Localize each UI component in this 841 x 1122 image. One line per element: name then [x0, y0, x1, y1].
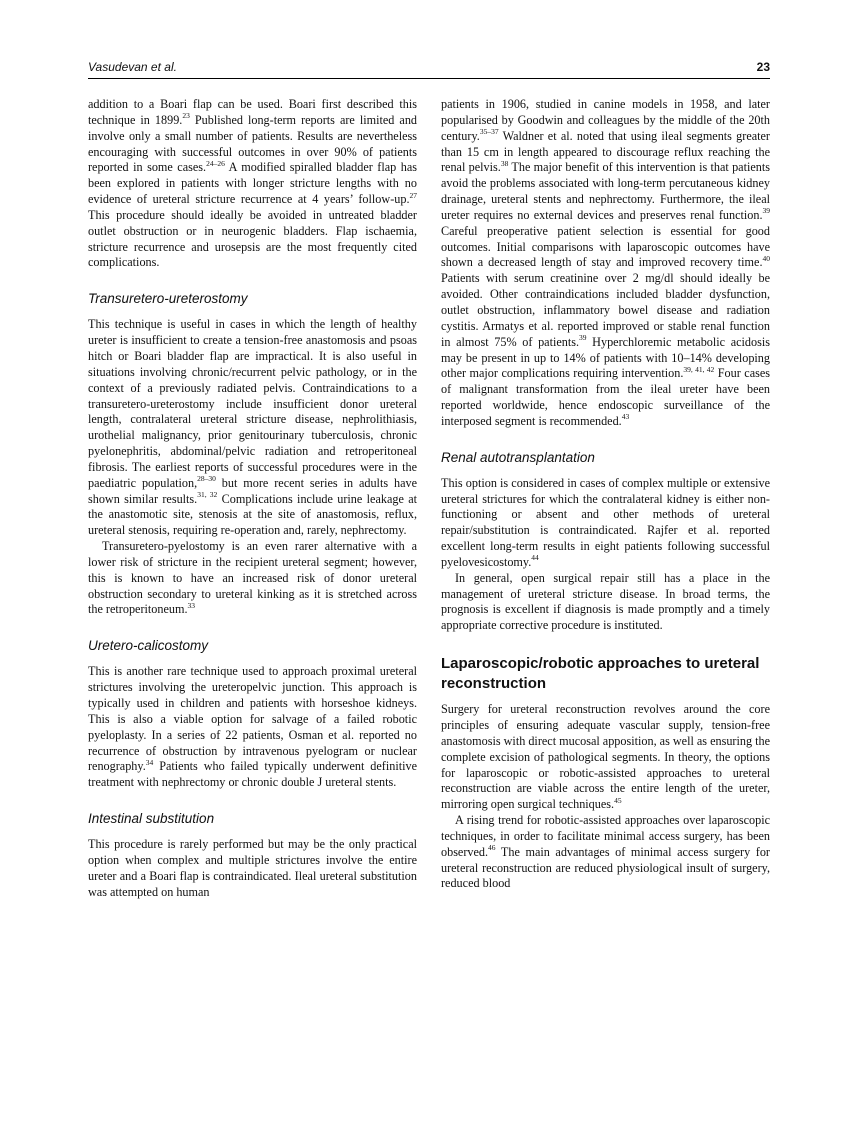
- paragraph-ureteral-reconstruction-principles: Surgery for ureteral reconstruction revolves around the core principles of ensuring adequate vascular supply, tension-free anastomosis with direct mucosal apposition, as well as ensuring the complete excision of pathological segments. In theory, the options for laparoscopic or robotic-assisted approaches to ureteral reconstruction are viable across the entire length of the ureter, mirroring open surgical techniques.$^{45}$: [441, 702, 771, 812]
- heading-laparoscopic-robotic: Laparoscopic/robotic approaches to ureteral reconstruction: [441, 655, 760, 693]
- citation: 39: [762, 206, 770, 216]
- citation: 23: [182, 111, 190, 121]
- citation: 39: [579, 333, 587, 343]
- citation: 40: [762, 253, 770, 263]
- citation: 45: [614, 795, 622, 805]
- citation: 35–37: [479, 127, 499, 137]
- left-column: [88, 97, 417, 900]
- heading-transuretero-ureterostomy: Transuretero-ureterostomy: [88, 291, 248, 307]
- citation: 33: [187, 600, 195, 610]
- citation: 44: [531, 553, 539, 563]
- citation: 34: [145, 757, 154, 767]
- page-header: [88, 58, 770, 79]
- citation: 27: [409, 190, 417, 200]
- citation: 24–26: [206, 158, 225, 168]
- citation: 46: [488, 843, 496, 853]
- citation: 39, 41, 42: [683, 364, 715, 374]
- heading-uretero-calicostomy: Uretero-calicostomy: [88, 638, 209, 654]
- running-head: Vasudevan et al.: [88, 60, 177, 74]
- paragraph-open-surgical-repair: In general, open surgical repair still has a place in the management of ureteral stricture disease. In broad terms, the prognosis is excellent if diagnosis is made promptly and a timely appropriate corrective procedure is instituted.: [441, 570, 770, 633]
- paragraph-intestinal-substitution: This procedure is rarely performed but may be the only practical option when complex and multiple strictures involve the entire ureter and a Boari flap is contraindicated. Ileal ureteral substitution was attempted on human: [88, 837, 417, 899]
- paragraph-boari-flap: addition to a Boari flap can be used. Boari first described this technique in 1899.23 Published long-term reports are limited and involve only a small number of patients. Results are nevertheless encouraging with successful outcomes in over 90% of patients reported in some cases.$^{24-26}$ A modified spiralled bladder flap has been explored in patients with longer stricture lengths with no evidence of ureteral stricture recurrence at 4 years’ follow-up.$^{27}$ This procedure should ideally be avoided in untreated bladder outlet obstruction or in neurogenic bladders. Flap ischaemia, stricture recurrence and urosepsis are the most frequently cited complications.: [88, 97, 418, 270]
- citation: 31, 32: [197, 490, 218, 499]
- paragraph-transuretero-ureterostomy: This technique is useful in cases in which the length of healthy ureter is insufficient to create a tension-free anastomosis and psoas hitch or Boari bladder flap are impractical. It is also useful in situations involving chronic/recurrent pelvic pathology, or in the context of a previously radiated pelvis. Contraindications to a transuretero-ureterostomy include insufficient donor ureteral length, contralateral ureteral stricture disease, nephrolithiasis, urothelial malignancy, prior genitourinary tuberculosis, chronic pyelonephritis, abdominal/pelvic radiation and retroperitoneal fibrosis. The earliest reports of successful procedures were in the paediatric population,$^{28-30}$ but more recent series in adults have shown similar results.$^{31, 32}$ Complications include urine leakage at the anastomotic site, stenosis at the site of anastomosis, reflux, ureteral stenosis, requiring re-operation and, rarely, nephrectomy.: [88, 317, 418, 538]
- citation: 43: [621, 412, 630, 422]
- paragraph-transuretero-pyelostomy: Transuretero-pyelostomy is an even rarer alternative with a lower risk of stricture in the recipient ureteral segment; however, this is known to have an increased risk of donor ureteral obstruction secondary to ureteral kinking as it is stretched across the retroperitoneum.$^{33}$: [88, 539, 417, 617]
- right-column: [441, 97, 770, 892]
- paragraph-robotic-trend: A rising trend for robotic-assisted approaches over laparoscopic techniques, in order to facilitate minimal access surgery, has been observed.$^{46}$ The main advantages of minimal access surgery for ureteral reconstruction are reduced physiological insult of surgery, reduced blood: [441, 813, 770, 891]
- citation: 38: [500, 158, 509, 168]
- paragraph-uretero-calicostomy: This is another rare technique used to approach proximal ureteral strictures involving the ureteropelvic junction. This approach is typically used in children and patients with horseshoe kidneys. This is also a viable option for salvage of a failed robotic pyeloplasty. In a series of 22 patients, Osman et al. reported no recurrence of obstruction by intravenous pyelogram or nuclear renography.$^{34}$ Patients who failed typically underwent definitive treatment with nephrectomy or chronic double J ureteral stents.: [88, 664, 417, 790]
- paragraph-renal-autotransplantation: This option is considered in cases of complex multiple or extensive ureteral strictures for which the contralateral kidney is either non-functioning or absent and other methods of ureteral repair/substitution is contraindicated. Rajfer et al. reported excellent long-term results in eight patients following successful pyelovesicostomy.$^{44}$: [441, 475, 770, 569]
- heading-intestinal-substitution: Intestinal substitution: [88, 811, 215, 827]
- paragraph-ileal-ureter: patients in 1906, studied in canine models in 1958, and later popularised by Goodwin and colleagues by the middle of the 20th century.$^{35-37}$ Waldner et al. noted that using ileal segments greater than 15 cm in length appeared to discourage reflux reaching the renal pelvis.$^{38}$ The major benefit of this intervention is that patients avoid the problems associated with long-term percutaneous kidney drainage, ureteral stents and nephrectomy. Furthermore, the ileal ureter requires no external devices and preserves renal function.$^{39}$ Careful preoperative patient selection is essential for good outcomes. Initial comparisons with laparoscopic outcomes have shown a decreased length of stay and improved recovery time.$^{40}$ Patients with serum creatinine over 2 mg/dl should ideally be avoided. Other contraindications included bladder dysfunction, outlet obstruction, inflammatory bowel disease and radiation cystitis. Armatys et al. reported improved or stable renal function in almost 75% of patients.$^{39}$ Hyperchloremic metabolic acidosis may be present in up to 14% of patients with 10–14% developing other major complications requiring intervention.$^{39, 41, 42}$ Four cases of malignant transformation from the ileal ureter have been reported worldwide, hence endoscopic surveillance of the interposed segment is recommended.$^{43}$: [441, 97, 771, 428]
- heading-renal-autotransplantation: Renal autotransplantation: [441, 449, 595, 465]
- page-number: 23: [756, 60, 770, 74]
- citation: 28–30: [197, 474, 216, 484]
